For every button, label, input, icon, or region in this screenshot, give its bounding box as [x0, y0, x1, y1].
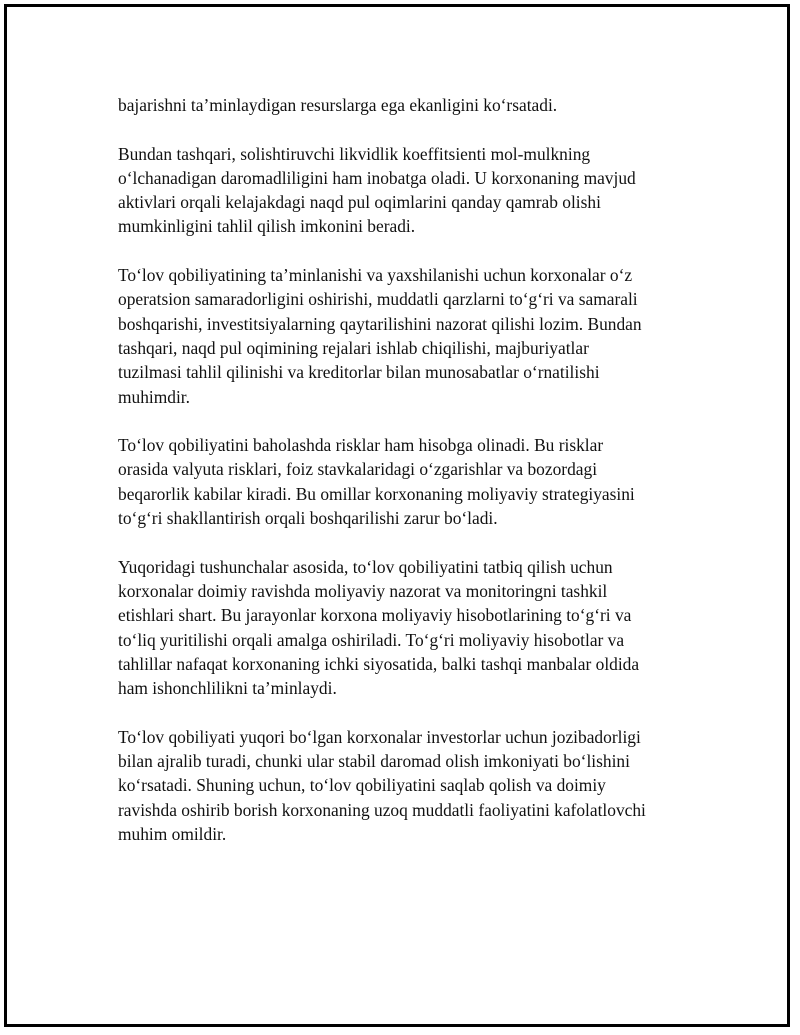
document-body	[118, 93, 684, 871]
text-line: ko‘rsatadi. Shuning uchun, to‘lov qobiliyatini saqlab qolish va doimiy	[118, 775, 606, 796]
paragraph	[118, 433, 684, 530]
paragraph	[118, 142, 684, 239]
text-line: aktivlari orqali kelajakdagi naqd pul oqimlarini qanday qamrab olishi	[118, 192, 601, 213]
text-line: operatsion samaradorligini oshirishi, muddatli qarzlarni to‘g‘ri va samarali	[118, 289, 638, 310]
text-line: mumkinligini tahlil qilish imkonini beradi.	[118, 216, 416, 237]
paragraph	[118, 555, 684, 701]
text-line: korxonalar doimiy ravishda moliyaviy nazorat va monitoringni tashkil	[118, 580, 608, 601]
text-line: to‘liq yuritilishi orqali amalga oshiriladi. To‘g‘ri moliyaviy hisobotlar va	[118, 629, 625, 650]
text-line: To‘lov qobiliyati yuqori bo‘lgan korxonalar investorlar uchun jozibadorligi	[118, 726, 641, 747]
text-line: orasida valyuta risklari, foiz stavkalaridagi o‘zgarishlar va bozordagi	[118, 459, 598, 480]
text-line: Bundan tashqari, solishtiruvchi likvidlik koeffitsienti mol-mulkning	[118, 143, 591, 164]
text-line: Yuqoridagi tushunchalar asosida, to‘lov qobiliyatini tatbiq qilish uchun	[118, 556, 613, 577]
text-line: muhimdir.	[118, 386, 190, 407]
text-line: bajarishni ta’minlaydigan resurslarga ega ekanligini ko‘rsatadi.	[118, 95, 558, 115]
text-line: bilan ajralib turadi, chunki ular stabil daromad olish imkoniyati bo‘lishini	[118, 751, 630, 772]
paragraph	[118, 263, 684, 409]
paragraph	[118, 725, 684, 846]
text-line: To‘lov qobiliyatini baholashda risklar ham hisobga olinadi. Bu risklar	[118, 435, 604, 456]
text-line: tahlillar nafaqat korxonaning ichki siyosatida, balki tashqi manbalar oldida	[118, 653, 640, 674]
text-line: beqarorlik kabilar kiradi. Bu omillar korxonaning moliyaviy strategiyasini	[118, 483, 635, 504]
text-line: muhim omildir.	[118, 823, 227, 844]
text-line: tashqari, naqd pul oqimining rejalari ishlab chiqilishi, majburiyatlar	[118, 337, 589, 358]
text-line: ham ishonchlilikni ta’minlaydi.	[118, 678, 337, 699]
text-line: tuzilmasi tahlil qilinishi va kreditorlar bilan munosabatlar o‘rnatilishi	[118, 362, 600, 383]
text-line: To‘lov qobiliyatining ta’minlanishi va yaxshilanishi uchun korxonalar o‘z	[118, 265, 633, 286]
text-line: boshqarishi, investitsiyalarning qaytarilishini nazorat qilishi lozim. Bundan	[118, 313, 642, 334]
text-line: etishlari shart. Bu jarayonlar korxona moliyaviy hisobotlarining to‘g‘ri va	[118, 605, 632, 626]
text-line: to‘g‘ri shakllantirish orqali boshqarilishi zarur bo‘ladi.	[118, 508, 498, 529]
text-line: ravishda oshirib borish korxonaning uzoq muddatli faoliyatini kafolatlovchi	[118, 799, 646, 820]
text-line: o‘lchanadigan daromadliligini ham inobatga oladi. U korxonaning mavjud	[118, 167, 636, 188]
paragraph	[118, 93, 684, 117]
